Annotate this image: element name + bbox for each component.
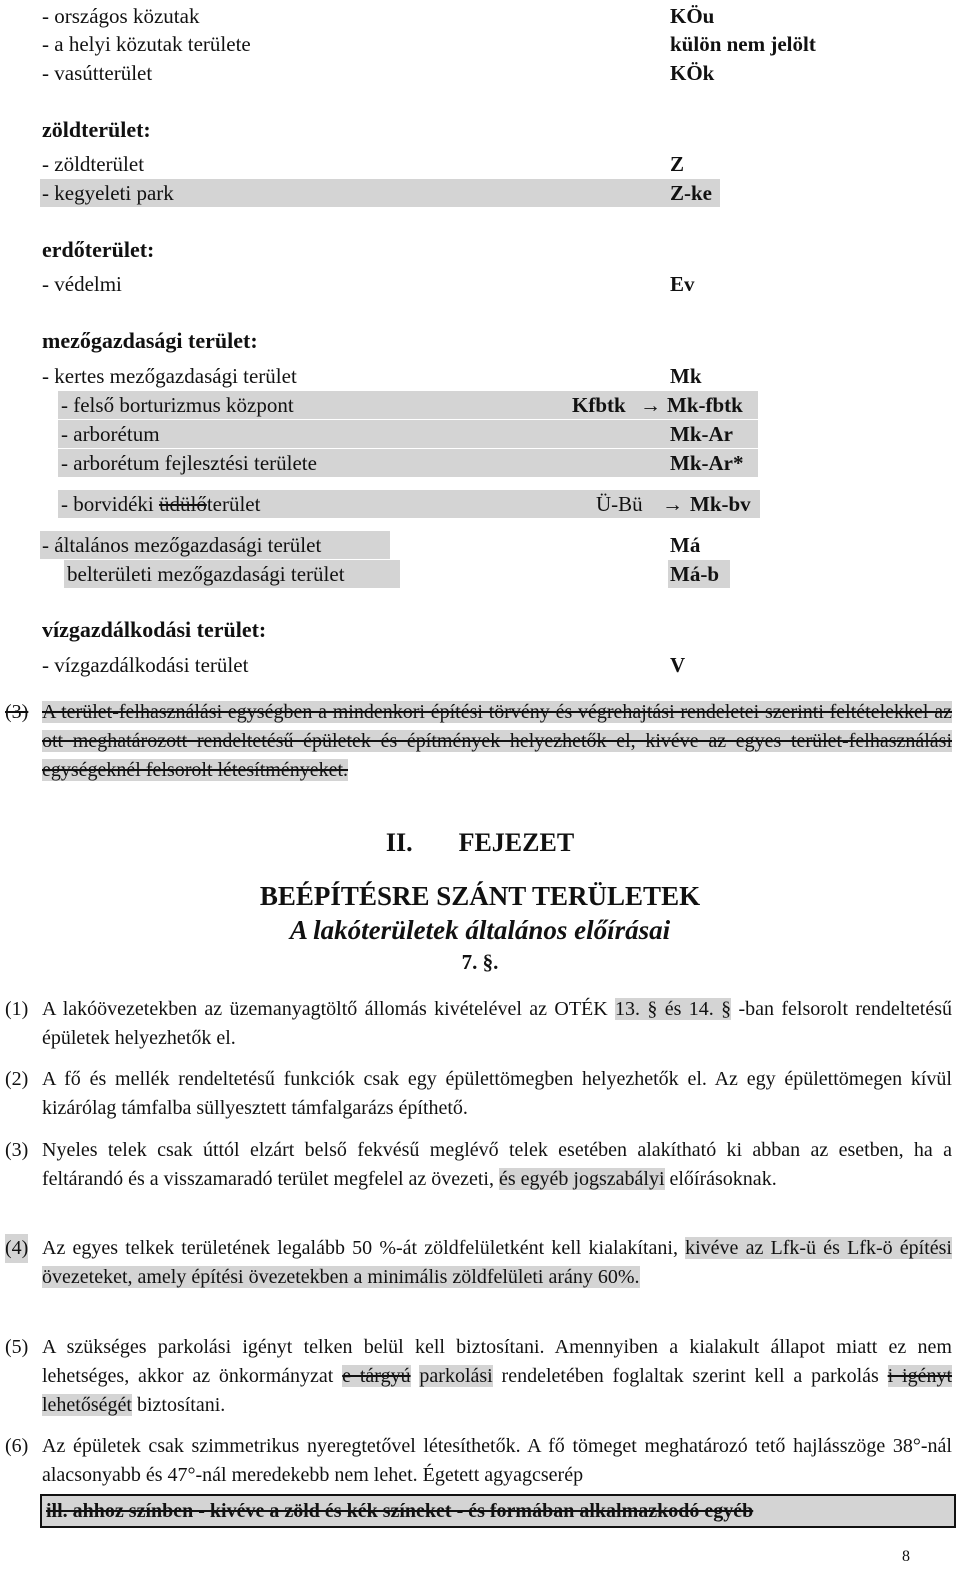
chapter-title: BEÉPÍTÉSRE SZÁNT TERÜLETEK: [259, 881, 701, 911]
zoning-code: Má-b: [670, 562, 719, 586]
zoning-label: belterületi mezőgazdasági terület: [67, 562, 345, 586]
zoning-code: Mk-Ar*: [670, 451, 744, 475]
paragraph-text: A fő és mellék rendeltetésű funkciók csak egy épülettömegben helyezhetők el. Az egy épülettömegen kívül kizárólag támfalba süllyesztett támfalgarázs építhető.: [42, 1068, 952, 1119]
zoning-code: Z: [670, 152, 685, 176]
zoning-label: - arborétum: [61, 422, 160, 446]
zoning-code: Mk-bv: [690, 492, 751, 516]
zoning-label: - zöldterület: [42, 152, 145, 176]
chapter-word: FEJEZET: [458, 828, 575, 857]
zoning-code: külön nem jelölt: [670, 32, 816, 56]
paragraph-text-highlight: kivéve az Lfk-ü és Lfk-ö építési övezeteket, amely építési övezetekben a minimális zöldfelületi arány 60%.: [42, 1237, 952, 1288]
paragraph: [0, 1234, 952, 1292]
paragraph: [0, 1432, 952, 1490]
zoning-code: KÖu: [670, 4, 715, 28]
category-heading: zöldterület:: [42, 117, 151, 142]
chapter-heading: [0, 826, 960, 860]
paragraph-text: A terület-felhasználási egységben a mindenkori építési törvény és végrehajtási rendeletei szerinti feltételekkel az ott meghatározott rendeltetésű épületek és építmények helyezhetők el, kivéve az egyes terület-felhasználási egységeknél felsorolt létesítményeket.: [42, 701, 952, 781]
boxed-deleted-line: ill. ahhoz színben - kivéve a zöld és kék színeket - és formában alkalmazkodó egyéb: [40, 1494, 956, 1528]
paragraph-text: A lakóövezetekben az üzemanyagtöltő állomás kivételével az OTÉK: [42, 998, 616, 1020]
paragraph-number: (6): [5, 1435, 29, 1457]
zoning-row: [0, 2, 960, 30]
paragraph-text: előírásoknak.: [664, 1168, 777, 1190]
zoning-label: - arborétum fejlesztési területe: [61, 451, 317, 475]
arrow-icon: →: [662, 492, 683, 516]
paragraph: [0, 1333, 952, 1420]
zoning-row: [0, 391, 960, 419]
paragraph-text: Az egyes telkek területének legalább 50 %-át zöldfelületként kell kialakítani,: [42, 1237, 686, 1259]
paragraph-number: (3): [5, 701, 29, 723]
zoning-row: [0, 490, 960, 518]
chapter-number: II.: [385, 828, 413, 857]
zoning-old-code: Ü-Bü: [596, 492, 643, 516]
paragraph-text: A szükséges parkolási igényt telken belül kell biztosítani. Amennyiben a kialakult állapot miatt ez nem lehetséges, akkor az önkormányzat: [42, 1336, 952, 1387]
zoning-label: terület: [206, 492, 261, 516]
zoning-row: [0, 362, 960, 390]
paragraph-text-deleted: e tárgyú: [342, 1365, 411, 1387]
zoning-label: - felső borturizmus központ: [61, 393, 294, 417]
category-heading: erdőterület:: [42, 237, 155, 262]
paragraph-text-highlight: és egyéb jogszabályi: [499, 1168, 665, 1190]
zoning-code: Ev: [670, 272, 695, 296]
zoning-code: V: [670, 653, 686, 677]
paragraph-text: Az épületek csak szimmetrikus nyeregtetővel létesíthetők. A fő tömeget meghatározó tető hajlásszöge 38°-nál alacsonyabb és 47°-nál meredekebb nem lehet. Égetett agyagcserép: [42, 1435, 952, 1486]
zoning-row: [0, 150, 960, 178]
zoning-label: - vízgazdálkodási terület: [42, 653, 249, 677]
zoning-row: [0, 420, 960, 448]
zoning-code: Má: [670, 533, 701, 557]
zoning-label: - a helyi közutak területe: [42, 32, 251, 56]
highlight-bar: [58, 420, 758, 448]
zoning-label: - általános mezőgazdasági terület: [42, 533, 322, 557]
paragraph: [0, 1065, 952, 1123]
paragraph-text-deleted: i igényt: [887, 1365, 953, 1387]
paragraph-number: (4): [5, 1234, 28, 1263]
category-heading: vízgazdálkodási terület:: [42, 617, 267, 642]
page-number: 8: [902, 1548, 910, 1565]
zoning-row: [0, 449, 960, 477]
zoning-row: [0, 651, 960, 679]
zoning-label: - borvidéki: [61, 492, 159, 516]
paragraph-text-highlight: lehetőségét: [42, 1394, 132, 1416]
deleted-paragraph: [0, 698, 952, 785]
zoning-label: - kegyeleti park: [42, 181, 174, 205]
zoning-row: [0, 59, 960, 87]
zoning-code: Z-ke: [670, 181, 712, 205]
zoning-label: - védelmi: [42, 272, 122, 296]
paragraph-number: (1): [5, 998, 29, 1020]
zoning-label: - kertes mezőgazdasági terület: [42, 364, 297, 388]
zoning-row: [0, 270, 960, 298]
category-heading: mezőgazdasági terület:: [42, 328, 258, 353]
zoning-row: [0, 179, 960, 207]
zoning-label-deleted: üdülő: [158, 492, 207, 516]
paragraph-number: (5): [5, 1336, 29, 1358]
paragraph-text: rendeletében foglaltak szerint kell a parkolás: [492, 1365, 888, 1387]
zoning-code: Mk: [670, 364, 702, 388]
zoning-row: [0, 30, 960, 58]
paragraph-text: -ban felsorolt rendeltetésű épületek helyezhetők el.: [42, 998, 952, 1049]
zoning-code: KÖk: [670, 61, 715, 85]
paragraph: [0, 995, 952, 1053]
zoning-row: [0, 531, 960, 559]
zoning-label: - vasútterület: [42, 61, 153, 85]
paragraph-text-highlight: 13. § és 14. §: [615, 998, 732, 1020]
section-number: 7. §.: [461, 950, 499, 974]
paragraph-number: (3): [5, 1139, 29, 1161]
arrow-icon: →: [640, 393, 661, 417]
paragraph: [0, 1136, 952, 1194]
paragraph-text: biztosítani.: [131, 1394, 226, 1416]
zoning-old-code: Kfbtk: [572, 393, 626, 417]
paragraph-number: (2): [5, 1068, 29, 1090]
zoning-row: [0, 560, 960, 588]
paragraph-text: Nyeles telek csak úttól elzárt belső fekvésű meglévő telek esetében alakítható ki abban az esetben, ha a feltárandó és a visszamaradó terület megfelel az övezeti,: [42, 1139, 952, 1190]
zoning-label: - országos közutak: [42, 4, 200, 28]
zoning-code: Mk-Ar: [670, 422, 733, 446]
zoning-code: Mk-fbtk: [667, 393, 743, 417]
chapter-subtitle: A lakóterületek általános előírásai: [289, 915, 671, 945]
paragraph-text-highlight: parkolási: [419, 1365, 493, 1387]
